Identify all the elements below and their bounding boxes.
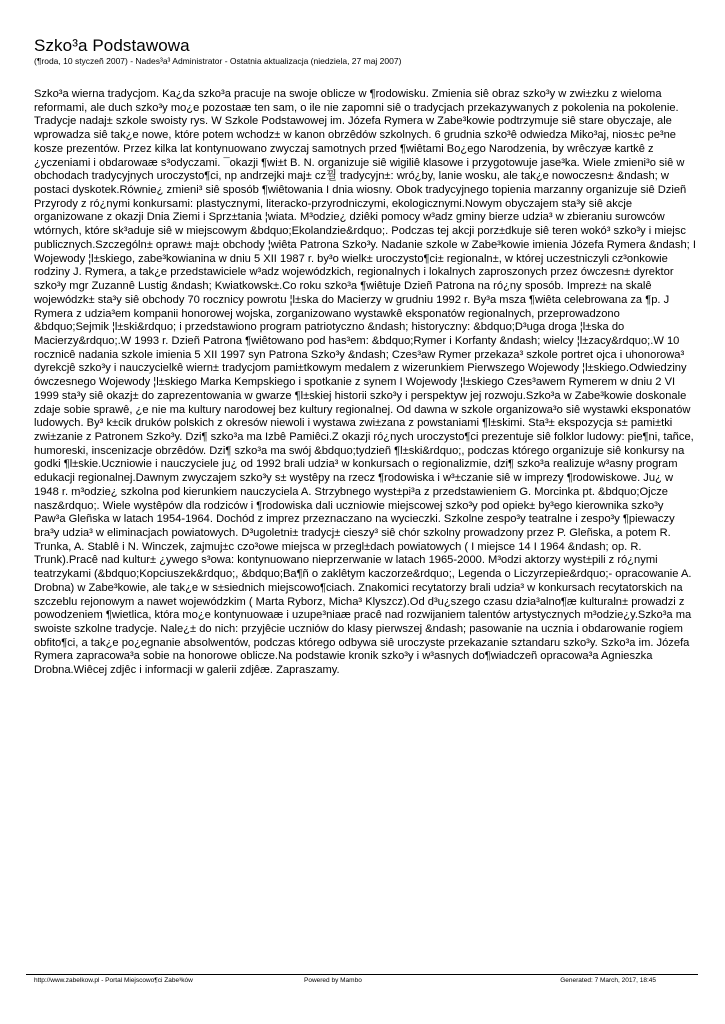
footer-generated-date: Generated: 7 March, 2017, 18:45 xyxy=(560,977,656,984)
article-meta: (¶roda, 10 styczeñ 2007) - Nades³a³ Administrator - Ostatnia aktualizacja (niedziela, 27 maj 2007) xyxy=(34,56,402,66)
footer-site-link[interactable]: http://www.zabelkow.pl - Portal Miejscowo¶ci Zabe³ków xyxy=(34,977,193,984)
page-title: Szko³a Podstawowa xyxy=(34,36,190,55)
footer-powered-by: Powered by Mambo xyxy=(304,977,362,984)
page-footer xyxy=(34,977,656,987)
footer-divider xyxy=(26,974,698,975)
article-body: Szko³a wierna tradycjom. Ka¿da szko³a pracuje na swoje oblicze w ¶rodowisku. Zmienia siê obraz szko³y w zwi±zku z wieloma reformami, ale duch szko³y mo¿e pozostaæ ten sam, o ile nie zapomni siê o tradycjach przekazywanych z pokolenia na pokolenie. Tradycje nadaj± szkole swoisty rys. W Szkole Podstawowej im. Józefa Rymera w Zabe³kowie podtrzymuje siê stare obyczaje, ale wprowadza siê tak¿e nowe, które potem wchodz± w kanon obrzêdów szkolnych. 6 grudnia szko³ê odwiedza Miko³aj, nios±c pe³ne kosze prezentów. Przez kilka lat kontynuowano zwyczaj samotnych przed ¶wiêtami Bo¿ego Narodzenia, by wrêczyæ kartkê z ¿yczeniami i obdarowaæ s³odyczami. ¯okazji ¶wi±t B. N. organizuje siê wigiliê klasowe i przygotowuje jase³ka. Wiele zmieni³o siê w obchodach tradycyjnych uroczysto¶ci, np andrzejki maj± cz꿜 tradycyjn±: wró¿by, lanie wosku, ale tak¿e nowoczesn± &ndash; w postaci dyskotek.Równie¿ zmieni³ siê sposób ¶wiêtowania I dnia wiosny. Obok tradycyjnego topienia marzanny organizuje siê Dzieñ Przyrody z ró¿nymi konkursami: plastycznymi, literacko-przyrodniczymi, ekologicznymi.Nowym obyczajem sta³y siê akcje organizowane z okazji Dnia Ziemi i Sprz±tania ¦wiata. M³odzie¿ dziêki pomocy w³adz gminy bierze udzia³ w zbieraniu surowców wtórnych, które sk³aduje siê w miejscowym &bdquo;Ekolandzie&rdquo;. Podczas tej akcji porz±dkuje siê teren wokó³ szko³y i miejsc publicznych.Szczególn± opraw± maj± obchody ¦wiêta Patrona Szko³y. Nadanie szkole w Zabe³kowie imienia Józefa Rymera &ndash; I Wojewody ¦l±skiego, zabe³kowianina w dniu 5 XII 1987 r. by³o wielk± uroczysto¶ci± regionaln±, w której uczestniczyli cz³onkowie rodziny J. Rymera, a tak¿e przedstawiciele w³adz wojewódzkich, regionalnych i lokalnych zaproszonych przez ówczesn± dyrektor szko³y mgr Zuzannê Lustig &ndash; Kwiatkowsk±.Co roku szko³a ¶wiêtuje Dzieñ Patrona na ró¿ny sposób. Imprez± na skalê wojewódzk± sta³y siê obchody 70 rocznicy powrotu ¦l±ska do Macierzy w grudniu 1992 r. By³a msza ¶wiêta celebrowana za ¶p. J Rymera z udzia³em kompanii honorowej wojska, zorganizowano wystawkê eksponatów regionalnych, przeprowadzono &bdquo;Sejmik ¦l±ski&rdquo; i przedstawiono program patriotyczno &ndash; historyczny: &bdquo;D³uga droga ¦l±ska do Macierzy&rdquo;.W 1993 r. Dzieñ Patrona ¶wiêtowano pod has³em: &bdquo;Rymer i Korfanty &ndash; wielcy ¦l±zacy&rdquo;.W 10 rocznicê nadania szkole imienia 5 XII 1997 syn Patrona Szko³y &ndash; Czes³aw Rymer przekaza³ szkole portret ojca i uhonorowa³ dyrekcjê szko³y i nauczycielkê wiern± tradycjom pami±tkowym medalem z wizerunkiem Pierwszego Wojewody ¦l±skiego.Odwiedziny ówczesnego Wojewody ¦l±skiego Marka Kempskiego i spotkanie z synem I Wojewody ¦l±skiego Czes³awem Rymerem w dniu 2 VI 1999 sta³y siê okazj± do zaprezentowania w gwarze ¶l±skiej historii szko³y i perspektyw jej rozwoju.Szko³a w Zabe³kowie doskonale zdaje sobie sprawê, ¿e nie ma kultury narodowej bez kultury regionalnej. Od dawna w szkole organizowa³o siê wystawki eksponatów ludowych. By³ k±cik druków polskich z okresów niewoli i wystawa zwi±zana z powstaniami ¶l±skimi. Sta³± ekspozycja s± pami±tki zwi±zanie z Patronem Szko³y. Dzi¶ szko³a ma Izbê Pamiêci.Z okazji ró¿nych uroczysto¶ci prezentuje siê folklor ludowy: pie¶ni, tañce, humoreski, inscenizacje obrzêdów. Dzi¶ szko³a ma swój &bdquo;tydzieñ ¶l±ski&rdquo;, podczas którego organizuje siê konkursy na godki ¶l±skie.Uczniowie i nauczyciele ju¿ od 1992 brali udzia³ w konkursach o regionalizmie, dzi¶ szko³a realizuje w³asny program edukacji regionalnej.Dawnym zwyczajem szko³y s± wystêpy na rzecz ¶rodowiska i w³±czanie siê w imprezy ¶rodowiskowe. Ju¿ w 1948 r. m³odzie¿ szkolna pod kierunkiem nauczyciela A. Strzybnego wyst±pi³a z przedstawieniem G. Morcinka pt. &bdquo;Ojcze nasz&rdquo;. Wiele wystêpów dla rodziców i ¶rodowiska dali uczniowie miejscowej szko³y pod opiek± by³ego kierownika szko³y Paw³a Gleñska w latach 1954-1964. Dochód z imprez przeznaczano na wycieczki. Szkolne zespo³y teatralne i zespo³y ¶piewaczy bra³y udzia³ w eliminacjach powiatowych. D³ugoletni± tradycj± cieszy³ siê chór szkolny prowadzony przez P. Gleñska, a potem R. Trunka, A. Stablê i N. Winczek, zajmuj±c czo³owe miejsca w przegl±dach powiatowych ( I miejsce 14 I 1964 &ndash; op. R. Trunk).Pracê nad kultur± ¿ywego s³owa: kontynuowano nieprzerwanie w latach 1965-2000. M³odzi aktorzy wyst±pili z ró¿nymi teatrzykami (&bdquo;Kopciuszek&rdquo;, &bdquo;Ba¶ñ o zaklêtym kaczorze&rdquo;, Legenda o Liczyrzepie&rdquo;- opracowanie A. Drobna) w Zabe³kowie, ale tak¿e w s±siednich miejscowo¶ciach. Znakomici recytatorzy brali udzia³ w konkursach recytatorskich na szczeblu rejonowym a nawet wojewódzkim ( Marta Ryborz, Micha³ Klyszcz).Od d³u¿szego czasu dzia³alno¶æ kulturaln± prowadzi z powodzeniem ¶wietlica, która mo¿e kontynuowaæ i uzupe³niaæ pracê nad rozwijaniem talentów artystycznych m³odzie¿y.Szko³a ma swoiste szkolne tradycje. Nale¿± do nich: przyjêcie uczniów do klasy pierwszej &ndash; pasowanie na ucznia i obdarowanie rogiem obfito¶ci, a tak¿e po¿egnanie absolwentów, podczas którego odbywa siê uroczyste przekazanie sztandaru szko³y. Szko³a im. Józefa Rymera zapracowa³a sobie na honorowe oblicze.Na podstawie kronik szko³y i w³asnych do¶wiadczeñ opracowa³a Agnieszka Drobna.Wiêcej zdjêc i informacji w galerii zdjêæ. Zapraszamy. xyxy=(34,88,696,677)
